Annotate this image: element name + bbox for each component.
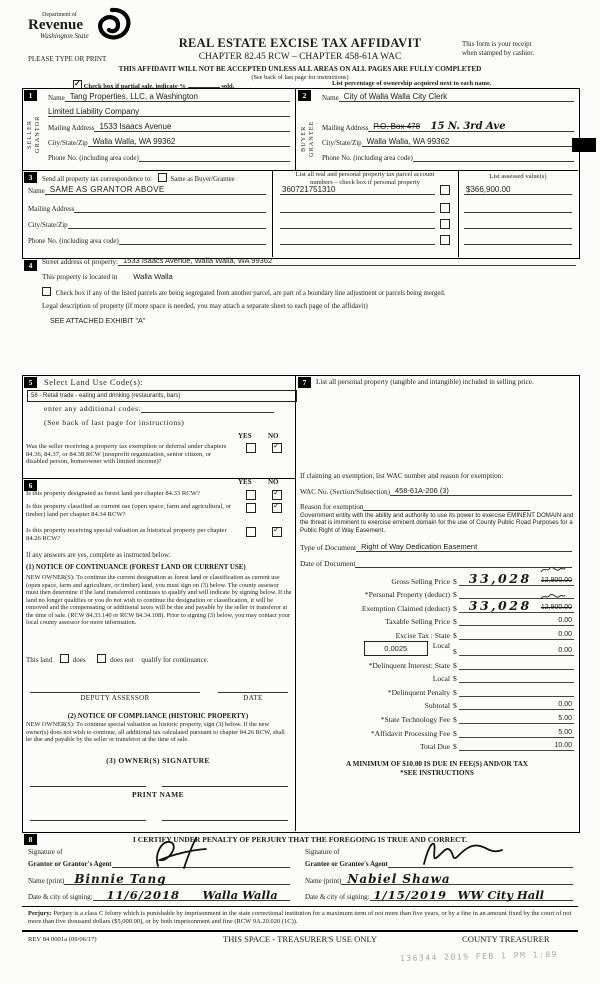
land-does-checkbox[interactable] [60, 654, 69, 663]
gross-correction-scribble [540, 566, 566, 576]
s6-q3-row [26, 527, 290, 542]
buyer-mailing-row [322, 122, 574, 132]
buyer-mailing-label: Mailing Address [322, 124, 369, 132]
tax-row-excise-state: Excise Tax : State $ 0.00 [300, 626, 574, 640]
grantor-sig-label2: Grantor or Grantor's Agent [28, 860, 112, 868]
s5-no-header: NO [268, 432, 279, 440]
receipt-note-line2: when stamped by cashier. [462, 48, 534, 57]
s7-intro: List all personal property (tangible and intangible) included in selling price. [316, 378, 534, 386]
gross-handwritten: 33,028 [468, 570, 532, 586]
section1-number: 1 [24, 90, 37, 101]
certify-statement: I CERTIFY UNDER PENALTY OF PERJURY THAT THE FOREGOING IS TRUE AND CORRECT. [132, 835, 468, 844]
notice2-body: NEW OWNER(S): To continue special valuation as historic property, sign (3) below. If the new owner(s) does not wish to continue, all additional tax calculated pursuant to chapter 84.26 RCW, shall be due and payable by the seller or transferor at the time of sale. [26, 721, 285, 744]
section7-number: 7 [298, 377, 311, 388]
partial-sale-label: Check box if partial sale, indicate % [83, 83, 187, 90]
reason-label: Reason for exemption [300, 503, 364, 511]
buyer-name-field[interactable] [339, 92, 574, 102]
seller-phone-label: Phone No. (including area code) [48, 154, 139, 162]
seller-label-word1: SELLER [26, 119, 33, 149]
parcel-header-line2: numbers – check box if personal property [310, 178, 420, 186]
dor-logo [28, 12, 89, 40]
owners-signature-title: (3) OWNER(S) SIGNATURE [106, 756, 210, 765]
owner-sig-line-2[interactable] [162, 778, 288, 787]
grantor-city-value: Walla Walla [202, 888, 278, 902]
print-name-line-2[interactable] [162, 812, 288, 821]
correspondence-city-row [28, 219, 266, 229]
seller-phone-field[interactable] [139, 152, 290, 162]
segregated-checkbox[interactable] [42, 287, 51, 296]
seller-city-field[interactable] [88, 137, 290, 147]
assessed3-field[interactable] [464, 219, 572, 229]
buyer-mailing-field[interactable] [368, 122, 574, 132]
tax-row-delinq-int-state: *Delinquent Interest: State $ [300, 656, 574, 670]
correspondence-city-label: City/State/Zip [28, 221, 68, 229]
county-treasurer-label: COUNTY TREASURER [462, 934, 550, 944]
grantor-name-field[interactable] [64, 872, 290, 885]
seller-buyer-divider [295, 88, 296, 170]
processing-fee-amount: 5.00 [558, 728, 572, 736]
tech-fee-label: *State Technology Fee [380, 714, 450, 724]
section5-number: 5 [24, 377, 37, 388]
seller-name-field[interactable] [65, 92, 290, 102]
logo-state-text: Washington State [40, 32, 89, 40]
delinq-int-local-label: Local [432, 674, 450, 684]
parcel1-field[interactable] [280, 185, 435, 195]
grantee-name-row [305, 872, 573, 885]
buyer-name-row [322, 92, 574, 102]
grantee-name-value: Nabiel Shawa [347, 872, 451, 886]
logo-revenue-text: Revenue [28, 17, 83, 33]
s6-q1-text: Is this property designated as forest land per chapter 84.33 RCW? [26, 490, 200, 497]
parcel4-field[interactable] [280, 235, 435, 245]
assessed1-field[interactable] [464, 185, 572, 195]
same-as-buyer-checkbox[interactable] [158, 173, 167, 182]
correspondence-send-row [42, 173, 235, 183]
notice2-title: (2) NOTICE OF COMPLIANCE (HISTORIC PROPERTY) [67, 712, 249, 720]
seller-mailing-row [48, 122, 290, 132]
receipt-note-line1: This form is your receipt [462, 40, 532, 48]
seller-name-row [48, 92, 290, 102]
seller-city-row [48, 137, 290, 147]
seller-name-value: Tang Properties, LLC, a Washington [69, 92, 198, 101]
delinq-int-state-label: *Delinquent Interest: State [368, 660, 450, 670]
processing-fee-label: *Affidavit Processing Fee [370, 728, 450, 738]
assessed1-value: $366,900.00 [466, 185, 511, 194]
grantee-city-value: WW City Hall [457, 888, 544, 902]
street-address-label: Street address of property: [42, 258, 119, 266]
seller-name2-value: Limited Liability Company [48, 107, 140, 116]
correspondence-send-label: Send all property tax correspondence to: [42, 176, 153, 183]
additional-codes-field[interactable] [141, 403, 274, 413]
excise-state-amount: 0.00 [558, 630, 572, 638]
exemption-correction-scribble [540, 593, 566, 603]
buyer-label-word1: BUYER [300, 125, 307, 153]
buyer-phone-row [322, 152, 574, 162]
subtotal-amount: 0.00 [558, 701, 572, 709]
reason-field[interactable] [363, 501, 530, 511]
assessed4-field[interactable] [464, 235, 572, 245]
s5-yes-checkbox[interactable] [246, 443, 256, 453]
parcel-header [276, 171, 454, 186]
seller-name-label: Name [48, 94, 65, 102]
land-does-label: does [72, 656, 86, 664]
deputy-date-label: DATE [243, 694, 263, 702]
grantor-name-value: Binnie Tang [74, 872, 167, 886]
doc-type-row [300, 542, 572, 552]
grantee-date-row [305, 888, 573, 901]
seller-name2-row [48, 107, 290, 117]
exemption-label: Exemption Claimed (deduct) [361, 603, 450, 613]
dor-swirl-icon [92, 6, 132, 48]
wac-field[interactable] [390, 486, 572, 496]
local-rate-wrap [300, 641, 450, 656]
form-title: REAL ESTATE EXCISE TAX AFFIDAVIT [178, 36, 422, 50]
s5-question-text: Was the seller receiving a property tax exemption or deferral under chapters 84.36, 84.37, or 84.38 RCW (nonprofit organization, senior citizen, or disabled person, homeowner with limited income)? [26, 443, 227, 466]
assessed-col-divider [458, 170, 459, 257]
tax-row-delinq-int-local: Local $ [300, 670, 574, 684]
land-does-not-label: does not [110, 656, 134, 664]
section2-number: 2 [298, 90, 311, 101]
correspondence-city-field[interactable] [68, 219, 266, 229]
s6-q2-no-checkbox[interactable] [272, 503, 282, 513]
minimum-note: A MINIMUM OF $10.00 IS DUE IN FEE(S) AND/OR TAX [346, 760, 528, 768]
grantor-date-field[interactable] [93, 888, 290, 901]
s6-yes-header: YES [238, 478, 252, 486]
local-amount: 0.00 [558, 646, 572, 654]
s6-q3-yes-checkbox[interactable] [246, 527, 256, 537]
assessed-row-2 [464, 203, 572, 213]
grantee-signature [418, 838, 508, 870]
land-use-code-value: 58 - Retail trade - eating and drinking (restaurants, bars) [31, 393, 181, 399]
grantee-date-label: Date & city of signing: [305, 893, 370, 901]
reason-body: Government entity with the ability and authority to use its power to exercise EMINENT DOMAIN and the threat is imminent to exercise eminent domain for the use of County Public Road Purposes for a Public Right of Way Easement. [300, 512, 574, 534]
parcel3-field[interactable] [280, 219, 435, 229]
grantor-name-row [28, 872, 290, 885]
total-due-label: Total Due [419, 742, 450, 752]
correspondence-mailing-field[interactable] [74, 203, 266, 213]
segregated-label: Check box if any of the listed parcels are being segregated from another parcel, are part of a boundary line adjustment or parcels being merged. [55, 290, 446, 297]
print-name-title: PRINT NAME [132, 790, 184, 799]
buyer-city-field[interactable] [362, 137, 574, 147]
buyer-name-label: Name [322, 94, 339, 102]
grantor-name-label: Name (print) [28, 877, 65, 885]
street-address-value: 1533 Isaacs Avenue, Walla Walla, WA 99362 [123, 256, 273, 265]
ownership-note: List percentage of ownership acquired next to each name. [332, 80, 492, 87]
grantee-name-field[interactable] [341, 872, 573, 885]
s6-q2-row [26, 503, 290, 518]
land-use-code-box[interactable] [27, 390, 297, 402]
receipt-note [462, 40, 534, 57]
deputy-date-line[interactable] [218, 684, 288, 693]
land-prefix: This land [26, 656, 53, 664]
buyer-phone-field[interactable] [413, 152, 574, 162]
s5-question-row [26, 443, 290, 466]
additional-codes-label: enter any additional codes: [44, 404, 142, 413]
street-address-field[interactable] [118, 256, 576, 266]
parcel1-value: 360721751310 [282, 185, 336, 194]
doc-date-row [300, 558, 572, 568]
legal-desc-label: Legal description of property (if more space is needed, you may attach a separate sheet to each page of the affidavit) [42, 302, 368, 310]
grantor-date-value: 11/6/2018 [106, 888, 180, 902]
buyer-label-word2: GRANTEE [308, 120, 315, 158]
land-use-see-back: (See back of last page for instructions) [44, 418, 185, 427]
assessed-row-4 [464, 235, 572, 245]
assessed-row-3 [464, 219, 572, 229]
seller-label-word2: GRANTOR [34, 115, 41, 153]
doc-type-value: Right of Way Dedication Easement [361, 542, 478, 551]
land-qualify-row [26, 654, 208, 664]
reason-row [300, 501, 530, 511]
street-address-row [42, 256, 576, 266]
see-instructions-note: *SEE INSTRUCTIONS [400, 769, 474, 777]
perjury-body: Perjury is a class C felony which is punishable by imprisonment in the state correctional institution for a maximum term of not more than five years, or by a fine in an amount fixed by the court of not more than five thousand dollars ($5,000.00), or by both imprisonment and fine (RCW 9A.20.020 (1C)). [28, 910, 572, 925]
buyer-phone-label: Phone No. (including area code) [322, 154, 413, 162]
same-as-buyer-label: Same as Buyer/Grantee [170, 176, 235, 183]
parcel3-personal-checkbox[interactable] [440, 219, 450, 229]
parcel1-personal-checkbox[interactable] [440, 185, 450, 195]
deputy-assessor-label: DEPUTY ASSESSOR [80, 694, 150, 702]
doc-type-field[interactable] [356, 542, 572, 552]
located-value: Walla Walla [133, 272, 173, 281]
form-subtitle: CHAPTER 82.45 RCW – CHAPTER 458-61A WAC [198, 52, 402, 62]
correspondence-mailing-row [28, 203, 266, 213]
parcel-row-4 [280, 235, 450, 245]
parcel2-personal-checkbox[interactable] [440, 203, 450, 213]
seller-city-value: Walla Walla, WA 99362 [92, 137, 176, 146]
doc-date-label: Date of Document [300, 559, 356, 568]
tax-row-local: 0.0025 Local $ 0.00 [300, 640, 574, 656]
section6-top-border [22, 478, 295, 479]
perjury-label: Perjury: [28, 910, 52, 917]
excise-state-label: Excise Tax : State [395, 630, 450, 640]
s6-q1-no-checkbox[interactable] [272, 490, 282, 500]
parcel-header-line1: List all real and personal property tax parcel account [295, 171, 435, 178]
taxable-amount: 0.00 [558, 617, 572, 625]
total-due-amount: 10.00 [554, 742, 572, 750]
s6-q2-text: Is this property classified as current use (open space, farm and agricultural, or timber) land per chapter 84.34 RCW? [26, 503, 232, 518]
grantee-date-field[interactable] [370, 888, 573, 901]
wac-label: WAC No. (Section/Subsection) [300, 488, 391, 496]
grantor-date-label: Date & city of signing: [28, 893, 93, 901]
parcel4-personal-checkbox[interactable] [440, 235, 450, 245]
correspondence-phone-row [28, 235, 266, 245]
grantee-date-value: 1/15/2019 [373, 888, 447, 902]
section3-number: 3 [24, 172, 37, 183]
tax-computation [300, 572, 574, 751]
located-label: This property is located in [42, 273, 118, 281]
owner-sig-line-1[interactable] [30, 778, 146, 787]
type-or-print-label: PLEASE TYPE OR PRINT [28, 55, 107, 63]
partial-sale-suffix: sold. [221, 83, 235, 90]
parcel2-field[interactable] [280, 203, 435, 213]
correspondence-name-row [28, 185, 266, 195]
wac-row [300, 486, 572, 496]
additional-codes-row [44, 403, 274, 413]
redaction-box [572, 138, 596, 152]
s6-no-header: NO [268, 478, 279, 486]
located-row [42, 272, 173, 281]
s6-if-yes: If any answers are yes, complete as instructed below. [26, 552, 171, 559]
gross-struck-value: 12,900.00 [540, 576, 572, 584]
seller-mailing-value: 1533 Isaacs Avenue [99, 122, 172, 131]
s6-q1-yes-checkbox[interactable] [246, 490, 256, 500]
see-back-note: (See back of last page for instructions) [251, 73, 349, 81]
tax-row-gross: Gross Selling Price $ 33,028 12,900.00 [300, 572, 574, 586]
grantee-name-label: Name (print) [305, 877, 342, 885]
grantor-signature [140, 836, 250, 872]
local-rate-box[interactable]: 0.0025 [364, 641, 428, 656]
exemption-handwritten: 33,028 [468, 597, 532, 613]
perjury-top-border [22, 906, 578, 907]
land-use-title: Select Land Use Code(s): [44, 378, 144, 387]
tax-row-total-due: Total Due $ 10.00 [300, 738, 574, 752]
personal-label: *Personal Property (deduct) [364, 590, 450, 600]
mid-region-divider [295, 375, 296, 831]
s6-q2-yes-checkbox[interactable] [246, 503, 256, 513]
seller-mailing-field[interactable] [94, 122, 290, 132]
section4-number: 4 [24, 260, 37, 271]
perjury-paragraph [28, 910, 574, 926]
legal-desc-value: SEE ATTACHED EXHIBIT "A" [50, 316, 146, 325]
rev-number: REV 84 0001a (09/06/17) [28, 936, 97, 943]
notice1-body: NEW OWNER(S): To continue the current designation as forest land or classification as current use (open space, farm and agriculture, or timber) land, you must sign on (3) below. The county assessor must then determine if the land transferred continues to qualify and will indicate by signing below. If the land no longer qualifies or you do not wish to continue the designation or classification, it will be removed and the compensating or additional taxes will be due and payable by the seller or transferor at the time of sale. (RCW 84.33.140 or RCW 84.34.108). Prior to signing (3) below, you may contact your local county assessor for more information. [26, 574, 292, 627]
exemption-struck-value: 12,900.00 [540, 603, 572, 611]
warning-line: THIS AFFIDAVIT WILL NOT BE ACCEPTED UNLESS ALL AREAS ON ALL PAGES ARE FULLY COMPLETED [118, 65, 482, 73]
gross-label: Gross Selling Price [391, 576, 450, 586]
wac-value: 458-61A-206 (3) [395, 486, 449, 495]
parcel-row-3 [280, 219, 450, 229]
grantee-sig-label1: Signature of [305, 848, 340, 856]
doc-type-label: Type of Document [300, 543, 357, 552]
land-qualify-suffix: qualify for continuance. [141, 656, 209, 664]
subtotal-label: Subtotal [424, 701, 450, 711]
treasurer-space-label: THIS SPACE - TREASURER'S USE ONLY [222, 934, 378, 944]
tax-row-taxable: Taxable Selling Price $ 0.00 [300, 613, 574, 627]
treasurer-date-stamp: 136344 2019 FEB 1 PM 1:09 [399, 949, 559, 964]
s7-claiming: If claiming an exemption, list WAC number and reason for exemption: [300, 472, 504, 480]
deputy-assessor-line[interactable] [30, 684, 200, 693]
tax-row-personal: *Personal Property (deduct) $ [300, 586, 574, 600]
s6-q1-row [26, 490, 290, 502]
local-label: Local [432, 640, 450, 650]
assessed2-field[interactable] [464, 203, 572, 213]
section8-top-border [22, 832, 578, 833]
land-does-not-checkbox[interactable] [97, 654, 106, 663]
buyer-name-value: City of Walla Walla City Clerk [343, 92, 448, 101]
parcel-row-1 [280, 185, 450, 195]
grantor-date-row [28, 888, 290, 901]
delinq-penalty-label: *Delinquent Penalty [387, 687, 450, 697]
section8-number: 8 [24, 834, 37, 845]
parcel-row-2 [280, 203, 450, 213]
seller-phone-row [48, 152, 290, 162]
grantor-sig-label1: Signature of [28, 848, 63, 856]
s6-q3-no-checkbox[interactable] [272, 527, 282, 537]
buyer-mailing-struck-value: P.O. Box 478 [373, 122, 421, 131]
taxable-label: Taxable Selling Price [385, 617, 450, 627]
tax-row-processing-fee: *Affidavit Processing Fee $ 5.00 [300, 724, 574, 738]
seller-mailing-label: Mailing Address [48, 124, 95, 132]
tech-fee-amount: 5.00 [558, 714, 572, 722]
parcel-col-divider [272, 170, 273, 257]
s6-q3-text: Is this property receiving special valuation as historical property per chapter 84.26 RCW? [26, 527, 227, 542]
s5-yes-header: YES [238, 432, 252, 440]
segregated-row [42, 287, 576, 297]
buyer-city-label: City/State/Zip [322, 139, 362, 147]
correspondence-name-value: SAME AS GRANTOR ABOVE [49, 185, 165, 194]
correspondence-phone-label: Phone No. (including area code) [28, 237, 119, 245]
tax-row-subtotal: Subtotal $ 0.00 [300, 697, 574, 711]
grantee-sig-label2: Grantee or Grantee's Agent [305, 860, 388, 868]
tax-row-exemption: Exemption Claimed (deduct) $ 33,028 12,900.00 [300, 599, 574, 613]
seller-side-label [26, 104, 41, 164]
assessed-row-1 [464, 185, 572, 195]
notice1-title: (1) NOTICE OF CONTINUANCE (FOREST LAND OR CURRENT USE) [26, 564, 246, 571]
tax-row-tech-fee: *State Technology Fee $ 5.00 [300, 710, 574, 724]
correspondence-mailing-label: Mailing Address [28, 205, 75, 213]
correspondence-name-label: Name [28, 187, 45, 195]
buyer-city-value: Walla Walla, WA 99362 [366, 137, 450, 146]
buyer-city-row [322, 137, 574, 147]
section6-number: 6 [24, 480, 37, 491]
s5-no-checkbox[interactable] [272, 443, 282, 453]
print-name-line-1[interactable] [30, 812, 146, 821]
assessed-header: List assessed value(s) [489, 173, 547, 180]
seller-name2-field[interactable] [48, 107, 290, 117]
correspondence-phone-field[interactable] [119, 235, 266, 245]
logo-dept-text: Department of [42, 12, 77, 18]
buyer-mailing-handwritten-value: 15 N. 3rd Ave [430, 121, 506, 132]
buyer-side-label [300, 110, 315, 168]
tax-row-delinq-penalty: *Delinquent Penalty $ [300, 683, 574, 697]
footer-divider [22, 930, 578, 932]
correspondence-name-field[interactable] [45, 185, 266, 195]
seller-city-label: City/State/Zip [48, 139, 88, 147]
